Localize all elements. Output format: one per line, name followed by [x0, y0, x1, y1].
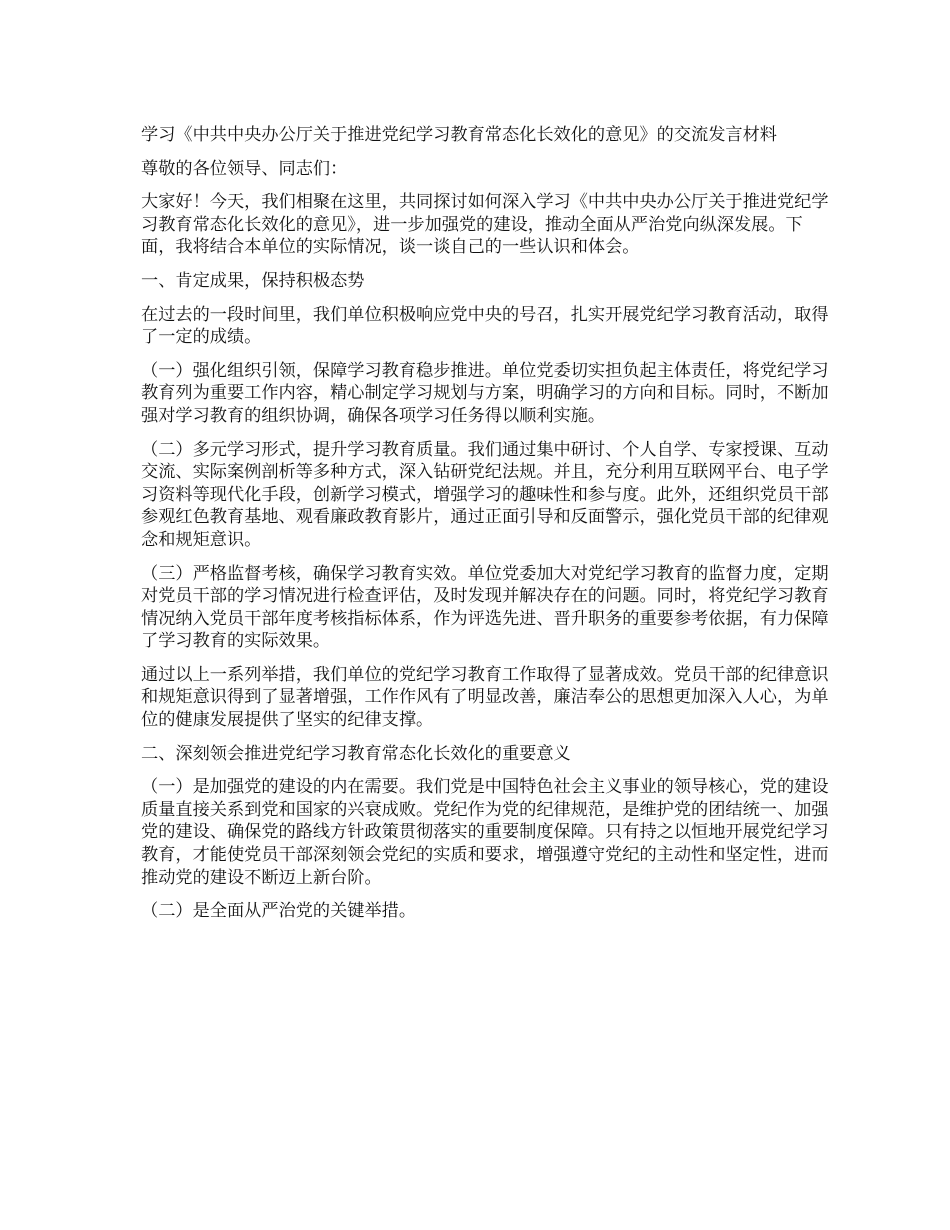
intro-paragraph: 大家好！今天，我们相聚在这里，共同探讨如何深入学习《中共中央办公厅关于推进党纪学习教育常态化长效化的意见》，进一步加强党的建设，推动全面从严治党向纵深发展。下面，我将结合本单位的实际情况，谈一谈自己的一些认识和体会。 [141, 192, 829, 258]
section-1-summary: 通过以上一系列举措，我们单位的党纪学习教育工作取得了显著成效。党员干部的纪律意识和规矩意识得到了显著增强，工作作风有了明显改善，廉洁奉公的思想更加深入人心，为单位的健康发展提供了坚实的纪律支撑。 [141, 664, 829, 731]
section-2-item-1: （一）是加强党的建设的内在需要。我们党是中国特色社会主义事业的领导核心，党的建设质量直接关系到党和国家的兴衰成败。党纪作为党的纪律规范，是维护党的团结统一、加强党的建设、确保党的路线方针政策贯彻落实的重要制度保障。只有持之以恒地开展党纪学习教育，才能使党员干部深刻领会党纪的实质和要求，增强遵守党纪的主动性和坚定性，进而推动党的建设不断迈上新台阶。 [141, 777, 829, 888]
greeting: 尊敬的各位领导、同志们： [141, 158, 348, 179]
section-1-intro: 在过去的一段时间里，我们单位积极响应党中央的号召，扎实开展党纪学习教育活动，取得了一定的成绩。 [141, 304, 829, 348]
section-1-item-1: （一）强化组织引领，保障学习教育稳步推进。单位党委切实担负起主体责任，将党纪学习教育列为重要工作内容，精心制定学习规划与方案，明确学习的方向和目标。同时，不断加强对学习教育的组织协调，确保各项学习任务得以顺利实施。 [141, 360, 829, 426]
section-1-heading: 一、肯定成果，保持积极态势 [141, 270, 365, 291]
section-2-heading: 二、深刻领会推进党纪学习教育常态化长效化的重要意义 [141, 743, 571, 764]
section-2-item-2: （二）是全面从严治党的关键举措。 [141, 901, 417, 922]
section-1-item-3: （三）严格监督考核，确保学习教育实效。单位党委加大对党纪学习教育的监督力度，定期对党员干部的学习情况进行检查评估，及时发现并解决存在的问题。同时，将党纪学习教育情况纳入党员干部年度考核指标体系，作为评选先进、晋升职务的重要参考依据，有力保障了学习教育的实际效果。 [141, 563, 829, 652]
document-title: 学习《中共中央办公厅关于推进党纪学习教育常态化长效化的意见》的交流发言材料 [141, 125, 777, 145]
document-body [141, 124, 831, 934]
section-1-item-2: （二）多元学习形式，提升学习教育质量。我们通过集中研讨、个人自学、专家授课、互动交流、实际案例剖析等多种方式，深入钻研党纪法规。并且，充分利用互联网平台、电子学习资料等现代化手段，创新学习模式，增强学习的趣味性和参与度。此外，还组织党员干部参观红色教育基地、观看廉政教育影片，通过正面引导和反面警示，强化党员干部的纪律观念和规矩意识。 [141, 439, 829, 550]
